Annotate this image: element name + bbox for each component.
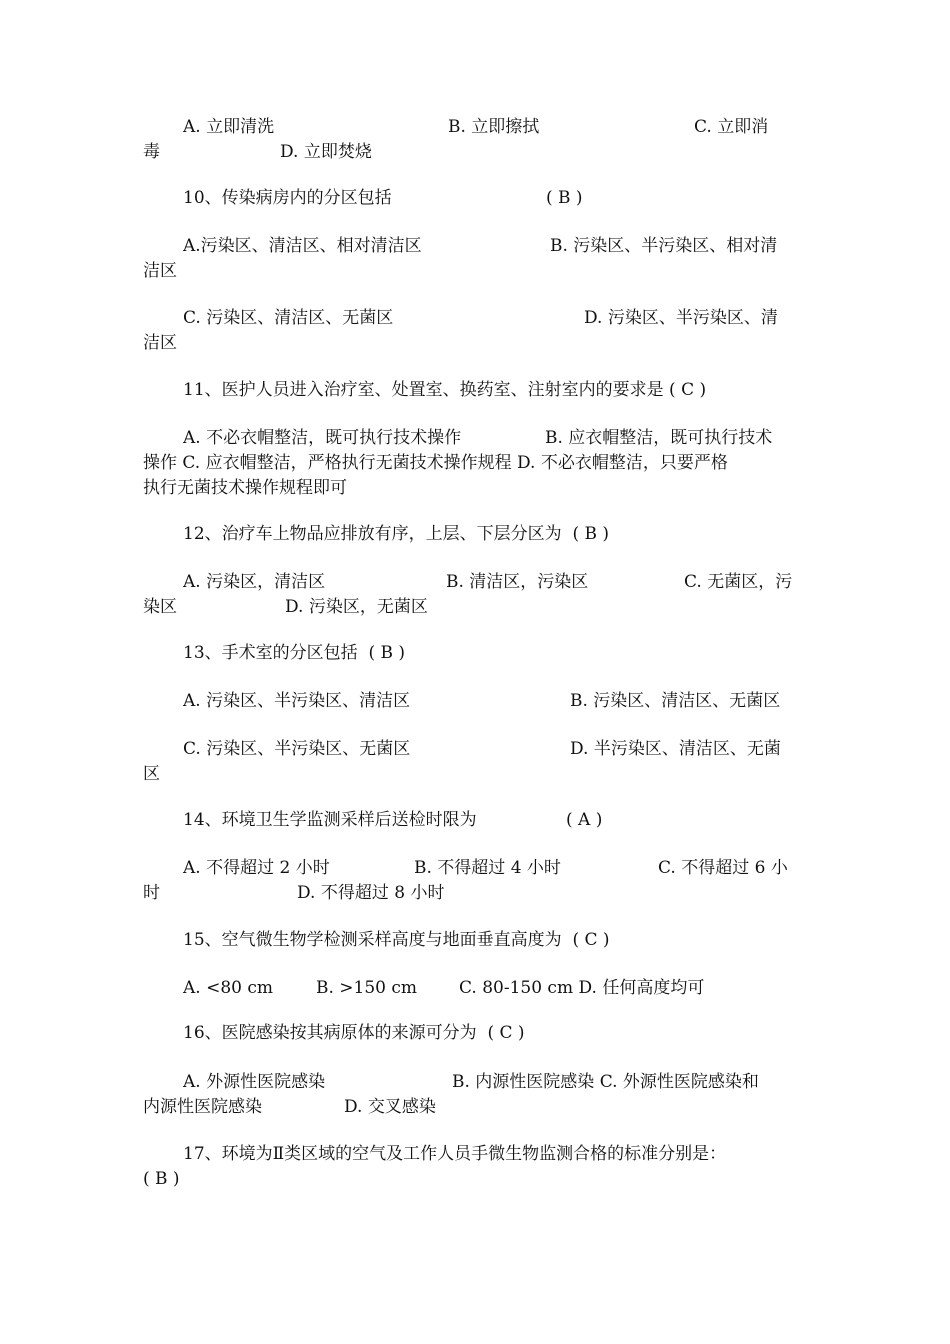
- text-line: B. 污染区、半污染区、相对清: [550, 236, 778, 256]
- text-line: C. 80-150 cm D. 任何高度均可: [459, 978, 705, 998]
- text-line: B. 内源性医院感染 C. 外源性医院感染和: [452, 1072, 759, 1092]
- text-line: ( B ): [143, 1169, 180, 1189]
- text-line: B. 污染区、清洁区、无菌区: [570, 691, 781, 711]
- text-line: A. 不得超过 2 小时: [183, 858, 330, 878]
- text-line: 13、手术室的分区包括 ( B ): [183, 643, 406, 663]
- text-line: 15、空气微生物学检测采样高度与地面垂直高度为 ( C ): [183, 930, 610, 950]
- text-line: B. 清洁区，污染区: [446, 572, 589, 592]
- text-line: 洁区: [143, 261, 177, 281]
- text-line: 内源性医院感染: [143, 1097, 262, 1117]
- text-line: A. 不必衣帽整洁，既可执行技术操作: [183, 428, 462, 448]
- text-line: A. <80 cm: [183, 978, 274, 998]
- text-line: B. 不得超过 4 小时: [414, 858, 561, 878]
- text-line: ( A ): [566, 810, 603, 830]
- text-line: C. 立即消: [694, 117, 769, 137]
- text-line: 毒: [143, 142, 160, 162]
- text-line: 17、环境为Ⅱ类区域的空气及工作人员手微生物监测合格的标准分别是：: [183, 1144, 727, 1164]
- text-line: 洁区: [143, 333, 177, 353]
- text-line: B. 应衣帽整洁，既可执行技术: [545, 428, 773, 448]
- text-line: C. 无菌区，污: [684, 572, 793, 592]
- text-line: A. 立即清洗: [183, 117, 275, 137]
- text-line: 12、治疗车上物品应排放有序，上层、下层分区为 ( B ): [183, 524, 610, 544]
- text-line: 时: [143, 883, 160, 903]
- text-line: D. 半污染区、清洁区、无菌: [570, 739, 781, 759]
- text-line: 14、环境卫生学监测采样后送检时限为: [183, 810, 477, 830]
- text-line: C. 污染区、清洁区、无菌区: [183, 308, 394, 328]
- text-line: A.污染区、清洁区、相对清洁区: [183, 236, 422, 256]
- text-line: A. 污染区，清洁区: [183, 572, 326, 592]
- text-line: A. 污染区、半污染区、清洁区: [183, 691, 411, 711]
- text-line: D. 交叉感染: [344, 1097, 436, 1117]
- text-line: D. 立即焚烧: [280, 142, 372, 162]
- text-line: 11、医护人员进入治疗室、处置室、换药室、注射室内的要求是 ( C ): [183, 380, 707, 400]
- text-line: C. 不得超过 6 小: [658, 858, 788, 878]
- text-line: 染区: [143, 597, 177, 617]
- text-line: 16、医院感染按其病原体的来源可分为 ( C ): [183, 1023, 525, 1043]
- text-line: B. >150 cm: [316, 978, 418, 998]
- text-line: D. 污染区，无菌区: [285, 597, 428, 617]
- text-line: 10、传染病房内的分区包括: [183, 188, 392, 208]
- text-line: ( B ): [546, 188, 583, 208]
- text-line: B. 立即擦拭: [448, 117, 540, 137]
- text-line: 区: [143, 764, 160, 784]
- text-line: 操作 C. 应衣帽整洁，严格执行无菌技术操作规程 D. 不必衣帽整洁，只要严格: [143, 453, 728, 473]
- text-line: D. 污染区、半污染区、清: [584, 308, 778, 328]
- text-line: A. 外源性医院感染: [183, 1072, 326, 1092]
- text-line: 执行无菌技术操作规程即可: [143, 478, 347, 498]
- text-line: C. 污染区、半污染区、无菌区: [183, 739, 411, 759]
- text-line: D. 不得超过 8 小时: [297, 883, 445, 903]
